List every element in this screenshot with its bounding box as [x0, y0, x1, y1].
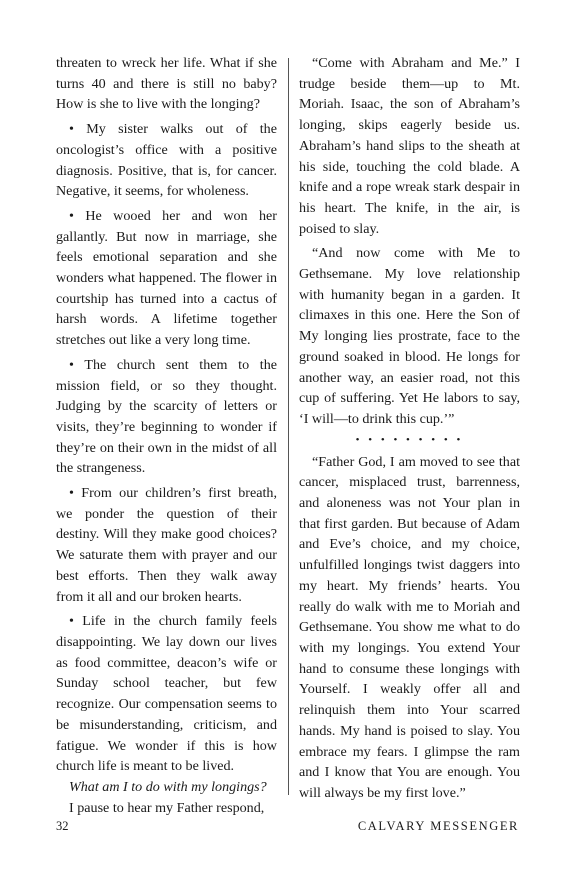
page-number: 32 [56, 819, 69, 833]
paragraph: “And now come with Me to Gethsemane. My love relationship with humanity began in a garden. It climaxes in this one. Here the Son of My longing lies prostrate, face to the ground soaked in blood. He longs for another way, an easier road, not this cup of suffering. Yet He labors to say, ‘I will—to drink this cup.’” [299, 245, 520, 427]
right-column [299, 53, 520, 804]
section-separator: • • • • • • • • • [355, 433, 464, 446]
running-head: CALVARY MESSENGER [357, 819, 519, 833]
paragraph: threaten to wreck her life. What if she turns 40 and there is still no baby? How is she to live with the longing? [56, 55, 277, 113]
left-column [56, 53, 277, 818]
italic-question: What am I to do with my longings? [69, 778, 267, 795]
column-divider [288, 58, 289, 795]
bullet-paragraph: • From our children’s first breath, we ponder the question of their destiny. Will they make good choices? We saturate them with prayer and our best efforts. Then they walk away from it all and our broken hearts. [56, 485, 277, 605]
paragraph: “Father God, I am moved to see that cancer, misplaced trust, barrenness, and aloneness was not Your plan in that first garden. But because of Adam and Eve’s choice, and my choice, unfulfilled longings twist daggers into my heart. My friends’ hearts. You really do walk with me to Moriah and Gethsemane. You show me what to do with my longings. You extend Your hand to consume these longings with Yourself. I weakly offer all and relinquish them into Your scarred hands. My hand is poised to slay. You embrace my fears. I glimpse the ram and I know that You are enough. You will always be my first love.” [299, 453, 520, 801]
bullet-paragraph: • The church sent them to the mission field, or so they thought. Judging by the scarcity of letters or visits, they’re beginning to wonder if they’re on their own in the midst of all the strangeness. [56, 356, 277, 477]
paragraph: “Come with Abraham and Me.” I trudge beside them—up to Mt. Moriah. Isaac, the son of Abraham’s longing, skips eagerly beside us. Abraham’s hand slips to the sheath at his side, touching the cold blade. A knife and a rope wreak stark despair in his heart. The knife, in the air, is poised to slay. [299, 55, 520, 237]
bullet-paragraph: • Life in the church family feels disappointing. We lay down our lives as food committee, deacon’s wife or Sunday school teacher, but few recognize. Our compensation seems to be misunderstanding, criticism, and fatigue. We wonder if this is how church life is meant to be lived. [56, 613, 277, 775]
bullet-paragraph: • My sister walks out of the oncologist’s office with a positive diagnosis. Positive, that is, for cancer. Negative, it seems, for wholeness. [56, 121, 277, 200]
bullet-paragraph: • He wooed her and won her gallantly. But now in marriage, she feels emotional separation and she wonders what happened. The flower in courtship has turned into a cactus of harsh words. A lifetime together stretches out like a very long time. [56, 207, 277, 349]
paragraph: I pause to hear my Father respond, [69, 799, 265, 816]
